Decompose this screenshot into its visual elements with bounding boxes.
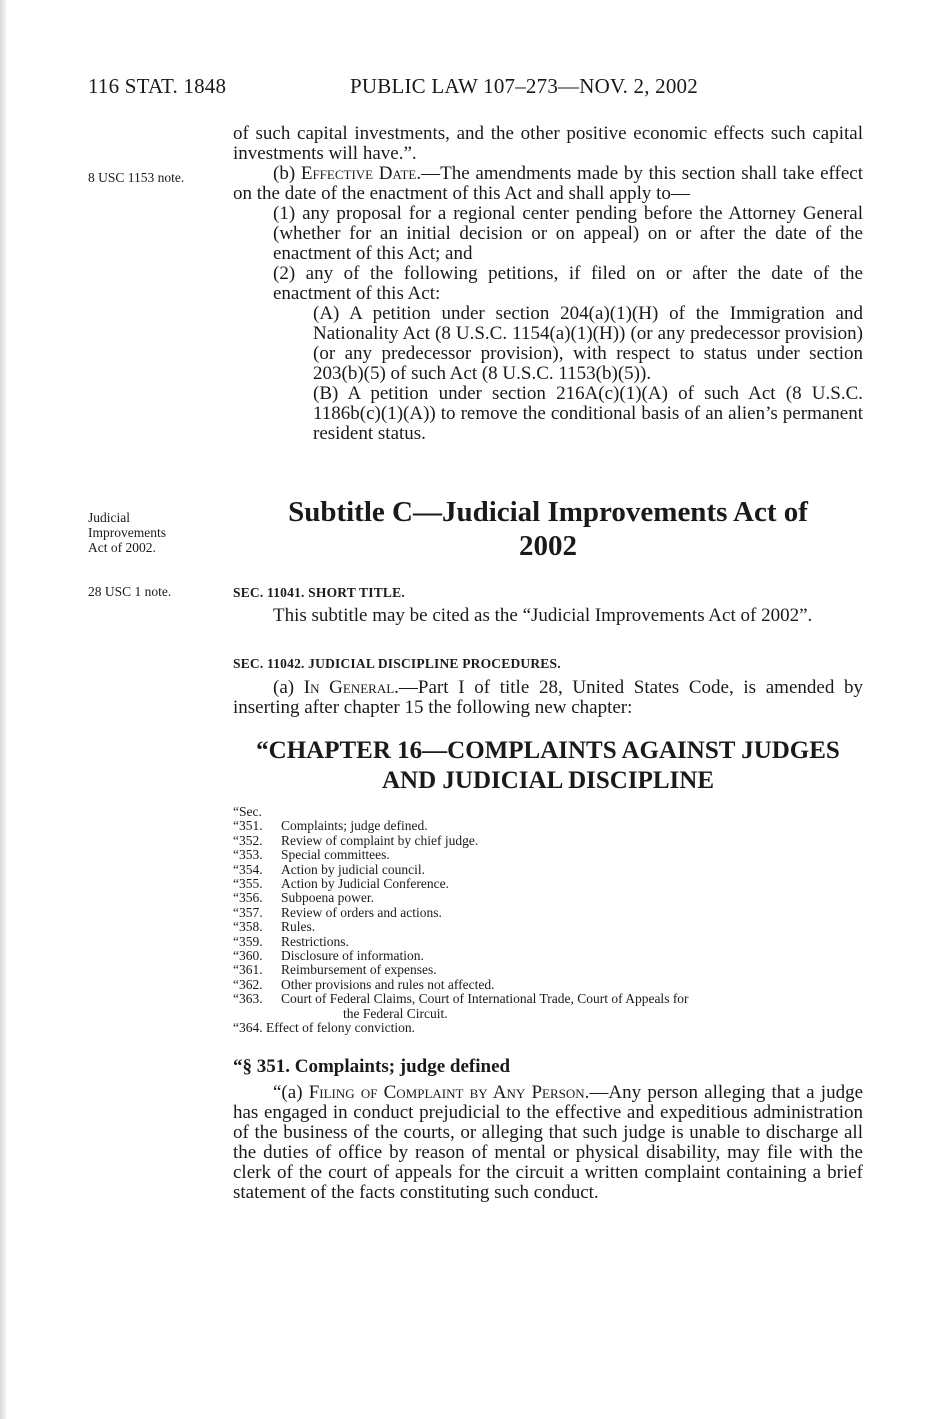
paragraph-b-label: (b) bbox=[273, 163, 301, 184]
toc-num: “353. bbox=[233, 847, 263, 863]
toc-row bbox=[233, 906, 863, 920]
paragraph-b bbox=[233, 164, 863, 204]
toc-title: Special committees. bbox=[281, 847, 390, 863]
toc-title: Action by Judicial Conference. bbox=[281, 876, 449, 892]
section-351-a-text: .—Any person alleging that a judge has engaged in conduct prejudicial to the effective and expeditious administration of the business of the courts, or alleging that such judge is unable to discharge all the duties of office by reason of mental or physical disability, may file with the clerk of the court of appeals for the circuit a written complaint containing a brief statement of the facts constituting such conduct. bbox=[233, 1082, 864, 1203]
toc-title: Reimbursement of expenses. bbox=[281, 962, 437, 978]
toc-row bbox=[233, 877, 863, 891]
toc-sec-label: “Sec. bbox=[233, 804, 262, 819]
sec-11042-heading: SEC. 11042. JUDICIAL DISCIPLINE PROCEDURES. bbox=[233, 656, 561, 671]
margin-note-line: Improvements bbox=[88, 525, 166, 540]
toc-row bbox=[233, 949, 863, 963]
margin-note-line: Judicial bbox=[88, 510, 130, 525]
section-351-a-label: “(a) bbox=[273, 1082, 309, 1103]
toc-title: Disclosure of information. bbox=[281, 948, 424, 964]
toc-row bbox=[233, 935, 863, 949]
toc-num: “354. bbox=[233, 861, 263, 877]
toc-num: “352. bbox=[233, 832, 263, 848]
toc-title: Action by judicial council. bbox=[281, 861, 425, 877]
chapter-heading bbox=[233, 736, 863, 796]
page-header-left: 116 STAT. 1848 bbox=[88, 74, 227, 98]
item-a: (A) A petition under section 204(a)(1)(H) of the Immigration and Nationality Act (8 U.S.C. 1154(a)(1)(H)) (or any predecessor provision)(or any predecessor provision), with respect to status under section 203(b)(5) of such Act (8 U.S.C. 1153(b)(5)). bbox=[313, 303, 863, 384]
toc-title: Court of Federal Claims, Court of International Trade, Court of Appeals for bbox=[281, 991, 689, 1007]
table-of-sections bbox=[233, 805, 863, 1036]
chapter-line-1: “CHAPTER 16—COMPLAINTS AGAINST JUDGES bbox=[256, 737, 840, 764]
toc-num: “351. bbox=[233, 818, 263, 834]
toc-num: “362. bbox=[233, 976, 263, 992]
margin-note-usc-28: 28 USC 1 note. bbox=[88, 584, 172, 599]
sec-11041-heading: SEC. 11041. SHORT TITLE. bbox=[233, 585, 405, 600]
subtitle-heading bbox=[233, 495, 863, 563]
toc-row bbox=[233, 834, 863, 848]
sec-11041-text: This subtitle may be cited as the “Judicial Improvements Act of 2002”. bbox=[273, 605, 813, 626]
margin-note-act-name bbox=[88, 510, 166, 555]
toc-num: “361. bbox=[233, 962, 263, 978]
toc-num: “355. bbox=[233, 876, 263, 892]
toc-title: Subpoena power. bbox=[281, 890, 374, 906]
sec-11041-body bbox=[233, 606, 863, 626]
chapter-line-2: AND JUDICIAL DISCIPLINE bbox=[381, 767, 714, 794]
sec-11042-a bbox=[233, 678, 863, 718]
item-1: (1) any proposal for a regional center pending before the Attorney General (whether for an initial decision or on appeal) on or after the date of the enactment of this Act; and bbox=[273, 203, 863, 264]
paragraph-continuation: of such capital investments, and the other positive economic effects such capital investments will have.”. bbox=[233, 123, 863, 164]
section-351-heading: “§ 351. Complaints; judge defined bbox=[233, 1056, 511, 1077]
toc-num: “360. bbox=[233, 948, 263, 964]
toc-row-364: “364. Effect of felony conviction. bbox=[233, 1020, 415, 1036]
toc-num: “357. bbox=[233, 904, 263, 920]
paragraph-b-text: .—The amendments made by this section shall take effect on the date of the enactment of this Act and shall apply to— bbox=[233, 163, 863, 204]
subtitle-line-2: 2002 bbox=[519, 530, 577, 562]
sec-11042-body bbox=[233, 678, 863, 718]
toc-row bbox=[233, 992, 863, 1006]
toc-row bbox=[233, 819, 863, 833]
toc-row bbox=[233, 891, 863, 905]
toc-row bbox=[233, 848, 863, 862]
section-351-a-heading: Filing of Complaint by Any Person bbox=[308, 1082, 585, 1103]
subtitle-line-1: Subtitle C—Judicial Improvements Act of bbox=[288, 496, 808, 528]
page-edge-shadow bbox=[0, 0, 6, 1419]
toc-num: “359. bbox=[233, 933, 263, 949]
toc-title: Other provisions and rules not affected. bbox=[281, 976, 495, 992]
item-b: (B) A petition under section 216A(c)(1)(A) of such Act (8 U.S.C. 1186b(c)(1)(A)) to remove the conditional basis of an alien’s permanent resident status. bbox=[313, 383, 863, 444]
section-351-body bbox=[233, 1083, 863, 1203]
margin-note-line: Act of 2002. bbox=[88, 540, 156, 555]
page-header-right: PUBLIC LAW 107–273—NOV. 2, 2002 bbox=[350, 74, 698, 98]
sec-11042-a-label: (a) bbox=[273, 677, 304, 698]
toc-row bbox=[233, 920, 863, 934]
sec-11042-a-heading: In General bbox=[303, 677, 395, 698]
toc-row bbox=[233, 863, 863, 877]
sec-11042-a-text: .—Part I of title 28, United States Code, is amended by inserting after chapter 15 the following new chapter: bbox=[233, 677, 863, 718]
toc-title: Complaints; judge defined. bbox=[281, 818, 428, 834]
toc-title: Review of complaint by chief judge. bbox=[281, 832, 479, 848]
margin-note-usc-1153: 8 USC 1153 note. bbox=[88, 170, 185, 185]
toc-title: Rules. bbox=[281, 919, 316, 935]
toc-title: Restrictions. bbox=[281, 933, 349, 949]
toc-num: “356. bbox=[233, 890, 263, 906]
toc-num: “358. bbox=[233, 919, 263, 935]
toc-num: “363. bbox=[233, 991, 263, 1007]
toc-row bbox=[233, 978, 863, 992]
section-effective-date bbox=[233, 124, 863, 444]
toc-title: Review of orders and actions. bbox=[281, 904, 442, 920]
paragraph-b-heading: Effective Date bbox=[300, 163, 417, 184]
item-2: (2) any of the following petitions, if filed on or after the date of the enactment of this Act: bbox=[273, 263, 863, 304]
toc-continuation: the Federal Circuit. bbox=[343, 1005, 448, 1021]
toc-row bbox=[233, 963, 863, 977]
section-351-a bbox=[233, 1083, 863, 1203]
